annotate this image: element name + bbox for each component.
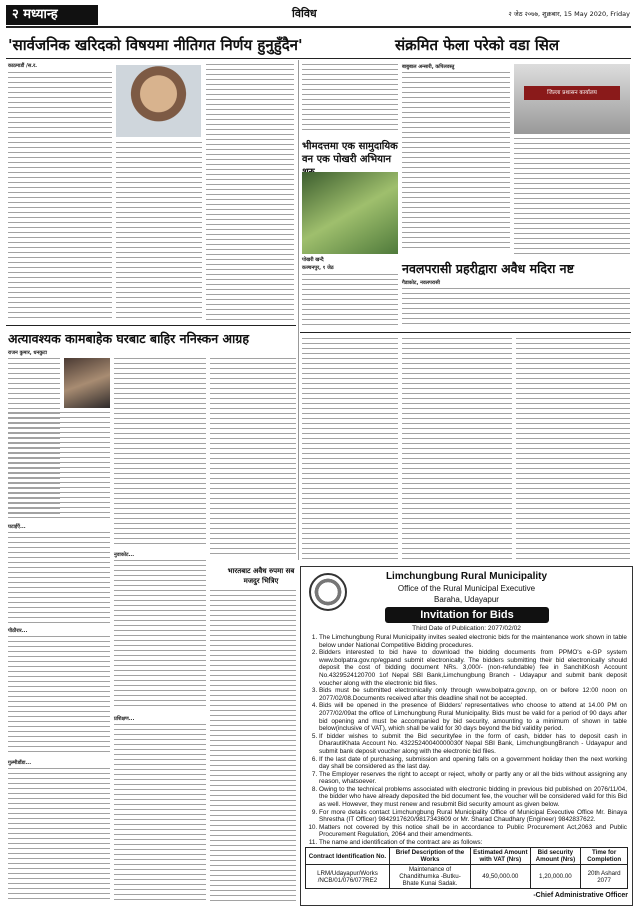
bahudar-head: घटाईएँ... (8, 524, 26, 530)
bid-item: 9. For more details contact Limchungbung Rural Municipality Office of Municipal Executive Office Mr. Binaya Shrestha (IT Officer) 9842917620/9817343609 or Mr. Sharad Chaudhary (Engineer) 9842837622. (319, 809, 627, 824)
issue-date: २ जेठ २०७७, शुक्रबार, 15 May 2020, Friday (508, 10, 630, 18)
corona-headline: संक्रमित फेला परेको वडा सिल (395, 36, 560, 54)
bid-table-cell: 1,20,000.00 (530, 865, 581, 889)
bid-table-header: Brief Description of the Works (389, 848, 470, 865)
bid-item: 5. If bidder wishes to submit the Bid securityfee in the form of cash, bidder has to deposit cash in DharautiKhata Account No. 43225240040000030f Nepal SBI Bank, LimchungbungBranch - Udayapur and submit bank deposit voucher along with the electronic bid files. (319, 733, 627, 756)
middle-text-1 (114, 358, 206, 548)
liquor-text (402, 288, 630, 328)
middle-text-3 (114, 724, 206, 902)
gulmi-text (8, 768, 110, 902)
forest-headline: भीमदत्तमा एक सामुदायिक वन एक पोखरी अभियान (302, 141, 398, 165)
bid-notice (300, 566, 633, 906)
bid-item: 8. Owing to the technical problems associated with electronic bidding in previous bid published on 2076/11/04, the bidder who have already deposited the bid document fee, the voucher will be considered valid for this Bid as well. However, they must renew and resubmit Bid security amount as given below. (319, 786, 627, 809)
bid-item: 7. The Employer reserves the right to accept or reject, wholly or partly any or all the bids without assigning any reason, whatsoever. (319, 771, 627, 786)
work-text-2 (8, 412, 110, 518)
lower-text-b (402, 338, 512, 562)
lead-headline: 'सार्वजनिक खरिदको विषयमा नीतिगत निर्णय हुनुहुँदैन' (8, 36, 303, 54)
lead-story-text-col3 (206, 64, 294, 324)
ad-location: Baraha, Udayapur (434, 595, 499, 604)
section-name: विविध (292, 7, 317, 20)
bid-table-header: Bid security Amount (Nrs) (530, 848, 581, 865)
third-date: Third Date of Publication: 2077/02/02 (412, 625, 521, 632)
forest-caption: पोखरी खन्दै (302, 257, 324, 263)
bid-item: 1. The Limchungbung Rural Municipality invites sealed electronic bids for the maintenance work shown in table below under National Competitive Bidding procedures. (319, 634, 627, 649)
gulmi-head: गुल्मीडाँडा... (8, 760, 32, 766)
corona-byline: बाबुबाल अन्सारी, कपिलवस्तु (402, 64, 455, 70)
headline-underline (6, 58, 631, 59)
office-name: Office of the Rural Municipal Executive (397, 584, 536, 593)
bid-item: 3. Bids must be submitted electronically only through www.bolpatra.gov.np, on or before 12:00 noon on 2077/02/08.Documents received after this deadline shall not be accepted. (319, 687, 627, 702)
col-divider (298, 60, 299, 560)
bid-items (305, 634, 627, 847)
pithauri-head: पीठौरार... (8, 628, 28, 634)
training-head: प्रशिक्षण... (114, 716, 135, 722)
right-text-1 (210, 358, 296, 558)
work-rule (6, 325, 296, 326)
liquor-dateline: गैडाकोट, नवलपरासी (402, 280, 440, 286)
office-sign: जिल्ला प्रशासन कार्यालय (524, 86, 620, 100)
bid-table-header: Estimated Amount with VAT (Nrs) (471, 848, 530, 865)
lead-story-text-col2 (116, 142, 202, 322)
india-headline: भारतबाट अवैध रुपमा सब मजदुर भित्रिए (227, 567, 295, 585)
masthead-rule (6, 26, 631, 28)
bid-item: 11. The name and identification of the contract are as follows: (319, 839, 627, 847)
lower-text-a (302, 338, 398, 562)
bid-item: 2. Bidders interested to bid have to download the bidding documents from PPMO's e-GP system www.bolpatra.gov.np/egpand submit electronically. The bidders submitting their bid electronically should deposit the cost of bidding document NRs. 3,000/- (non-refundable) fee in SanchitKosh Account No.4329524120700 1of Nepal SBI Bank,Limchungbung Branch - Udayapur and submit bank deposit voucher along with the electronic bid files. (319, 649, 627, 687)
lead-dateline: काठमाडौं /स.र. (8, 63, 38, 69)
bid-item: 6. If the last date of purchasing, submission and opening falls on a government holiday then the next working day shall be considered as the last day. (319, 756, 627, 771)
india-text (210, 590, 296, 902)
ad-title: Invitation for Bids (385, 607, 549, 623)
pithauri-text (8, 636, 110, 756)
lead-story-photo (116, 65, 201, 137)
corona-text-2 (514, 138, 630, 254)
forest-dateline: कञ्चनपुर, १ जेठ (302, 265, 334, 271)
bid-table-cell: 49,50,000.00 (471, 865, 530, 889)
forest-prev-text (302, 64, 398, 134)
bid-item: 4. Bids will be opened in the presence of Bidders' representatives who choose to attend at 14.00 PM on 2077/02/09at the office of Limchungbung Rural Municipality. Bids must be valid for a period of 90 days after bid opening and must be accompanied by bid security, amounting to a minimum of shown in table below(inclusive of VAT), which shall be valid for 30 days beyond the bid validity period. (319, 702, 627, 732)
bid-table (305, 847, 628, 889)
nuwakot-head: नुवाकोट... (114, 552, 135, 558)
office-building-photo (514, 64, 630, 134)
signature: -Chief Administrative Officer (533, 892, 628, 899)
lower-text-c (516, 338, 630, 562)
corona-text (402, 72, 510, 252)
bahudar-text (8, 532, 110, 624)
bid-item: 10. Matters not covered by this notice shall be in accordance to Public Procurement Act,2063 and Public Procurement Regulation, 2064 and their amendments. (319, 824, 627, 839)
bid-table-cell: Maintenance of Chandithumka -Butku- Bhate Kunai Sadak. (389, 865, 470, 889)
forest-text (302, 274, 398, 328)
bid-table-header: Time for Completion (581, 848, 628, 865)
liquor-headline: नवलपरासी प्रहरीद्वारा अवैध मदिरा नष्ट (402, 261, 574, 276)
middle-text-2 (114, 560, 206, 710)
bid-table-wrap (305, 847, 628, 889)
work-byline: राजन कुमार, धनकुटा (8, 350, 47, 356)
bid-table-header: Contract Identification No. (306, 848, 390, 865)
work-photo (64, 358, 110, 408)
bid-table-cell: 20th Ashard 2077 (581, 865, 628, 889)
work-headline: अत्यावश्यक कामबाहेक घरबाट बाहिर ननिस्कन आग्रह (8, 331, 249, 346)
page-label: २ मध्यान्ह (6, 5, 98, 25)
org-name: Limchungbung Rural Municipality (385, 571, 548, 582)
bid-table-cell: LRM/Udayapur/Works /NCB/01/076/077RE2 (306, 865, 390, 889)
lead-story-text (8, 72, 112, 322)
forest-photo (302, 172, 398, 254)
section-rule (300, 332, 631, 333)
